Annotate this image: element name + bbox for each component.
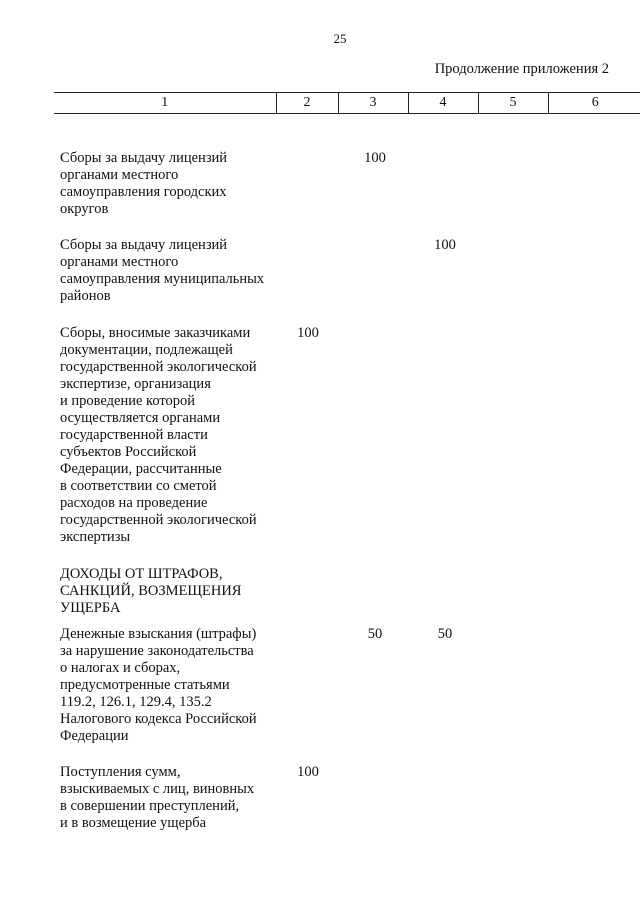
row-description: Сборы, вносимые заказчиками документации, подлежащей государственной экологической экспертизе, организация и проведение которой осуществляется органами государственной власти субъектов Российской Федерации, рассчитанные в соответствии со сметой расходов на проведение государственной экологической экспертизы [60,325,257,545]
header-row [54,93,640,114]
header-cell-1: 1 [54,93,276,114]
table-row [60,325,620,546]
row-description: Сборы за выдачу лицензий органами местного самоуправления городских округов [60,150,228,217]
cell-col-2: 100 [297,764,319,780]
row-description: Поступления сумм, взыскиваемых с лиц, виновных в совершении преступлений, и в возмещение ущерба [60,764,255,831]
section-heading-row [60,566,620,617]
table-row [60,764,620,832]
continuation-label: Продолжение приложения 2 [434,61,609,77]
column-header-table [54,92,640,114]
row-description: Денежные взыскания (штрафы) за нарушение законодательства о налогах и сборах, предусмотренные статьями 119.2, 126.1, 129.4, 135.2 Налогового кодекса Российской Федерации [60,626,257,744]
section-heading: ДОХОДЫ ОТ ШТРАФОВ, САНКЦИЙ, ВОЗМЕЩЕНИЯ УЩЕРБА [60,566,242,616]
cell-col-4: 100 [434,237,456,253]
cell-col-4: 50 [437,626,453,642]
cell-col-3: 100 [364,150,386,166]
cell-col-2: 100 [297,325,319,341]
table-row [60,150,620,218]
header-cell-6: 6 [548,93,640,114]
table-row [60,626,620,745]
header-cell-3: 3 [338,93,408,114]
cell-col-3: 50 [367,626,383,642]
header-cell-2: 2 [276,93,338,114]
row-description: Сборы за выдачу лицензий органами местного самоуправления муниципальных районов [60,237,265,304]
table-row [60,237,620,305]
page-number: 25 [333,31,347,46]
header-cell-5: 5 [478,93,548,114]
header-cell-4: 4 [408,93,478,114]
